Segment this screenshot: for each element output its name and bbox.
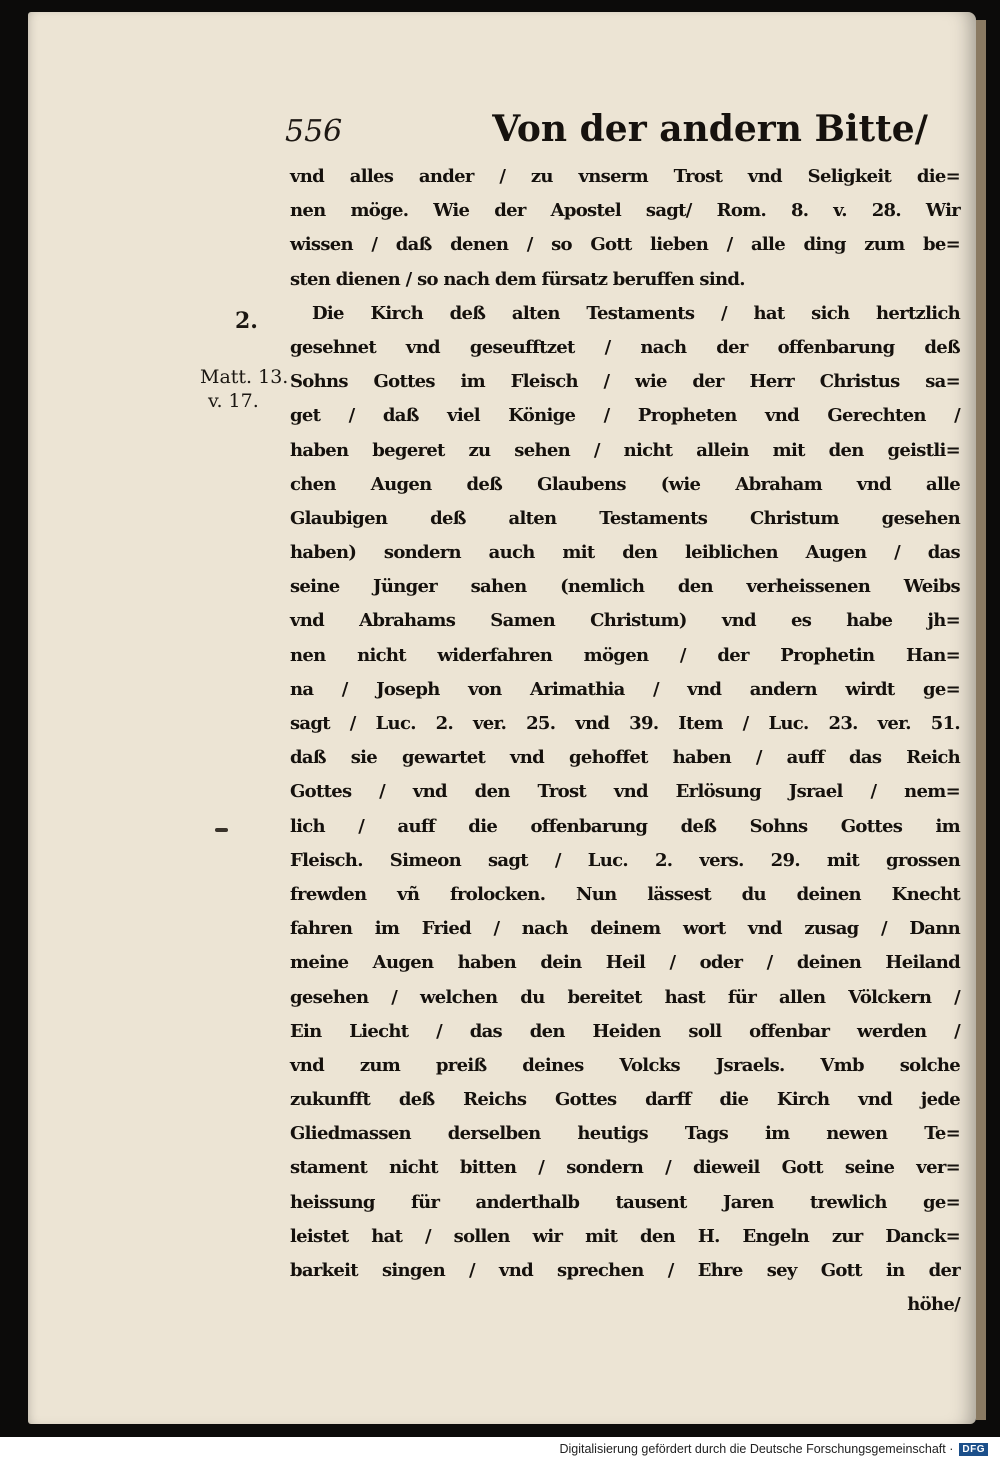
text-line: Gottes / vnd den Trost vnd Erlösung Jsrael / nem= — [290, 781, 960, 803]
text-line: haben) sondern auch mit den leiblichen Augen / das — [290, 542, 960, 564]
text-line: sagt / Luc. 2. ver. 25. vnd 39. Item / Luc. 23. ver. 51. — [290, 713, 960, 734]
text-line: Ein Liecht / das den Heiden soll offenbar werden / — [290, 1020, 960, 1042]
text-line: Fleisch. Simeon sagt / Luc. 2. vers. 29. mit grossen — [290, 849, 960, 871]
text-line: na / Joseph von Arimathia / vnd andern wirdt ge= — [290, 678, 960, 700]
text-line: Sohns Gottes im Fleisch / wie der Herr Christus sa= — [290, 371, 960, 393]
text-line: haben begeret zu sehen / nicht allein mit den geistli= — [290, 439, 960, 461]
funding-credit: Digitalisierung gefördert durch die Deutsche Forschungsgemeinschaft · — [559, 1442, 954, 1456]
text-line: heissung für anderthalb tausent Jaren trewlich ge= — [290, 1191, 960, 1213]
dfg-logo-icon: DFG — [959, 1443, 988, 1456]
running-title: Von der andern Bitte/ — [492, 108, 928, 150]
margin-reference: Matt. 13. — [200, 366, 289, 388]
text-line: stament nicht bitten / sondern / dieweil Gott seine ver= — [290, 1157, 960, 1179]
page-edge — [976, 20, 986, 1420]
text-line: frewden vñ frolocken. Nun lässest du deinen Knecht — [290, 883, 960, 905]
text-line: gesehnet vnd geseufftzet / nach der offenbarung deß — [290, 336, 960, 358]
text-line: chen Augen deß Glaubens (wie Abraham vnd alle — [290, 473, 960, 495]
text-line: seine Jünger sahen (nemlich den verheissenen Weibs — [290, 576, 960, 598]
text-line: get / daß viel Könige / Propheten vnd Gerechten / — [290, 405, 960, 427]
text-line: zukunfft deß Reichs Gottes darff die Kirch vnd jede — [290, 1089, 960, 1111]
ink-mark — [215, 828, 228, 832]
margin-paragraph-number: 2. — [235, 308, 258, 334]
footer-bar — [0, 1437, 1000, 1461]
catchword: höhe/ — [907, 1294, 960, 1316]
text-line: sten dienen / so nach dem fürsatz beruffen sind. — [290, 268, 745, 290]
page-header — [285, 108, 955, 158]
text-line: wissen / daß denen / so Gott lieben / alle ding zum be= — [290, 234, 960, 256]
text-line: leistet hat / sollen wir mit den H. Engeln zur Danck= — [290, 1225, 960, 1247]
text-line: vnd Abrahams Samen Christum) vnd es habe jh= — [290, 610, 960, 632]
text-line: nen nicht widerfahren mögen / der Prophetin Han= — [290, 644, 960, 666]
margin-reference-verse: v. 17. — [208, 390, 259, 412]
text-line: lich / auff die offenbarung deß Sohns Gottes im — [290, 815, 960, 837]
text-line: daß sie gewartet vnd gehoffet haben / auff das Reich — [290, 747, 960, 769]
text-line: fahren im Fried / nach deinem wort vnd zusag / Dann — [290, 918, 960, 940]
text-line: barkeit singen / vnd sprechen / Ehre sey Gott in der — [290, 1260, 960, 1281]
text-line: gesehen / welchen du bereitet hast für allen Völckern / — [290, 986, 960, 1008]
body-text — [290, 160, 960, 1322]
page-number: 556 — [285, 114, 343, 149]
text-line: nen möge. Wie der Apostel sagt/ Rom. 8. v. 28. Wir — [290, 200, 960, 222]
text-line: Die Kirch deß alten Testaments / hat sich hertzlich — [312, 302, 960, 324]
text-line: vnd alles ander / zu vnserm Trost vnd Seligkeit die= — [290, 166, 960, 187]
text-line: Glaubigen deß alten Testaments Christum gesehen — [290, 507, 960, 529]
text-line: meine Augen haben dein Heil / oder / deinen Heiland — [290, 952, 960, 974]
text-line: vnd zum preiß deines Volcks Jsraels. Vmb solche — [290, 1054, 960, 1076]
text-line: Gliedmassen derselben heutigs Tags im newen Te= — [290, 1123, 960, 1145]
